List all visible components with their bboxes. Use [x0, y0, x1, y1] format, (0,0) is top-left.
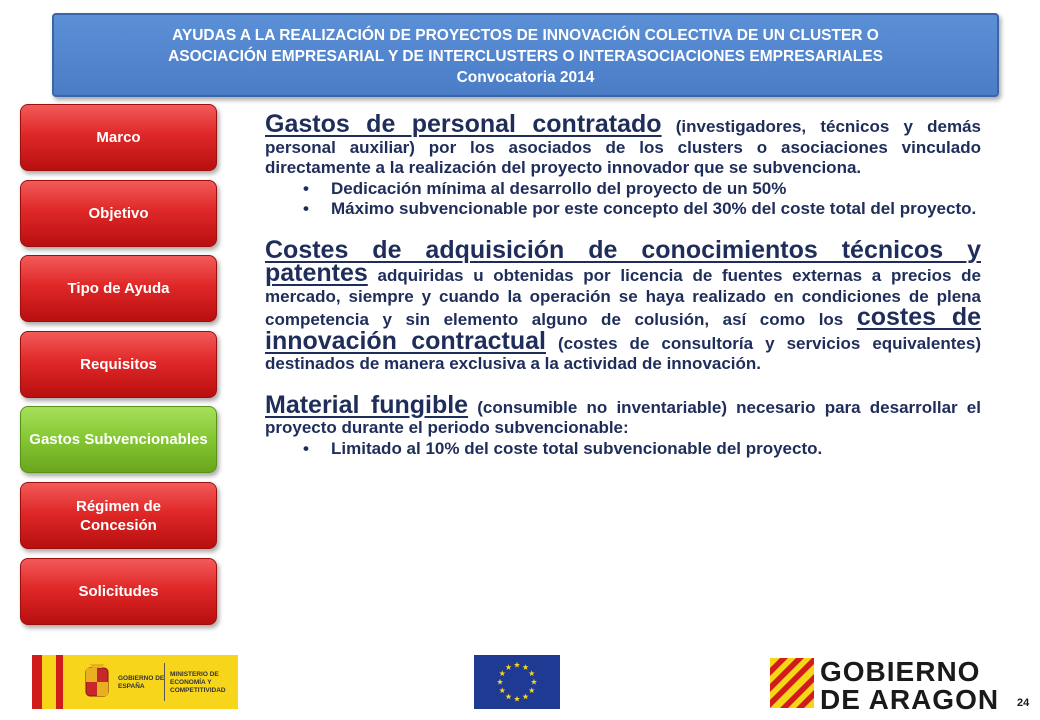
- nav-button-tipo-de-ayuda[interactable]: [20, 255, 217, 322]
- bullet-text: Dedicación mínima al desarrollo del proyecto de un 50%: [331, 178, 787, 198]
- list-item: [265, 199, 981, 220]
- material-bullets: [265, 439, 981, 460]
- nav-button-requisitos[interactable]: [20, 331, 217, 398]
- nav-label: Gastos Subvencionables: [29, 431, 208, 448]
- bullet-text: Limitado al 10% del coste total subvencionable del proyecto.: [331, 438, 823, 458]
- page-number: 24: [1017, 697, 1030, 709]
- nav-button-solicitudes[interactable]: [20, 558, 217, 625]
- list-item: [265, 439, 981, 460]
- nav-button-marco[interactable]: [20, 104, 217, 171]
- banner-line-1: AYUDAS A LA REALIZACIÓN DE PROYECTOS DE INNOVACIÓN COLECTIVA DE UN CLUSTER O: [172, 27, 879, 44]
- aragon-line-1: GOBIERNO: [820, 656, 981, 687]
- bullet-dot: •: [303, 199, 309, 218]
- nav-label: Marco: [96, 129, 141, 146]
- aragon-flag-icon: [770, 658, 814, 708]
- section-material: [265, 390, 981, 439]
- aragon-logo-text: [820, 658, 999, 714]
- section-conocimientos-text-2: (costes de consultoría y servicios equivalentes) destinados de manera exclusiva a la actividad de innovación.: [265, 333, 981, 373]
- nav-label: Tipo de Ayuda: [67, 280, 170, 297]
- spain-gov-text: GOBIERNO DE ESPAÑA: [118, 675, 165, 690]
- section-conocimientos-text-1: adquiridas u obtenidas por licencia de fuentes externas a precios de mercado, siempre y cuando la operación se haya realizado en condiciones de plena competencia y sin elemento alguno de colusión, así como los: [265, 266, 981, 329]
- bullet-text: Máximo subvencionable por este concepto del 30% del coste total del proyecto.: [331, 199, 977, 218]
- banner-line-3: Convocatoria 2014: [456, 69, 595, 86]
- nav-label: Objetivo: [88, 205, 149, 222]
- nav-button-gastos-subvencionables[interactable]: [20, 406, 217, 473]
- section-personal: [265, 110, 982, 179]
- main-content: [265, 110, 982, 459]
- bullet-dot: •: [303, 438, 309, 458]
- nav-label: Régimen de Concesión: [75, 497, 162, 534]
- section-personal-text: (investigadores, técnicos y demás personal auxiliar) por los asociados de los clusters o asociaciones vinculado directamente a la realización del proyecto innovador que se subvenciona.: [265, 117, 982, 177]
- section-conocimientos: [265, 235, 981, 375]
- heading-gastos-personal: Gastos de personal contratado: [265, 110, 662, 138]
- aragon-line-2: DE ARAGON: [820, 684, 1000, 715]
- title-banner: [52, 13, 999, 97]
- heading-conocimientos: Costes de adquisición de conocimientos técnicos y patentes: [265, 235, 981, 287]
- coat-of-arms-icon: [82, 662, 112, 702]
- banner-line-2: ASOCIACIÓN EMPRESARIAL Y DE INTERCLUSTERS O INTERASOCIACIONES EMPRESARIALES: [168, 48, 883, 65]
- nav-label: Requisitos: [80, 356, 157, 373]
- spain-government-logo: [32, 655, 238, 709]
- heading-innovacion-contractual: costes de innovación contractual: [265, 303, 981, 355]
- heading-material-fungible: Material fungible: [265, 390, 469, 419]
- section-material-text: (consumible no inventariable) necesario para desarrollar el proyecto durante el periodo subvencionable:: [265, 397, 981, 437]
- list-item: [265, 179, 981, 200]
- bullet-dot: •: [303, 178, 309, 198]
- ministry-text: MINISTERIO DE ECONOMÍA Y COMPETITIVIDAD: [170, 671, 226, 694]
- nav-button-objetivo[interactable]: [20, 180, 217, 247]
- eu-flag-icon: [474, 655, 560, 709]
- personal-bullets: [265, 179, 981, 220]
- nav-label: Solicitudes: [78, 583, 159, 600]
- nav-button-regimen-de-concesion[interactable]: [20, 482, 217, 549]
